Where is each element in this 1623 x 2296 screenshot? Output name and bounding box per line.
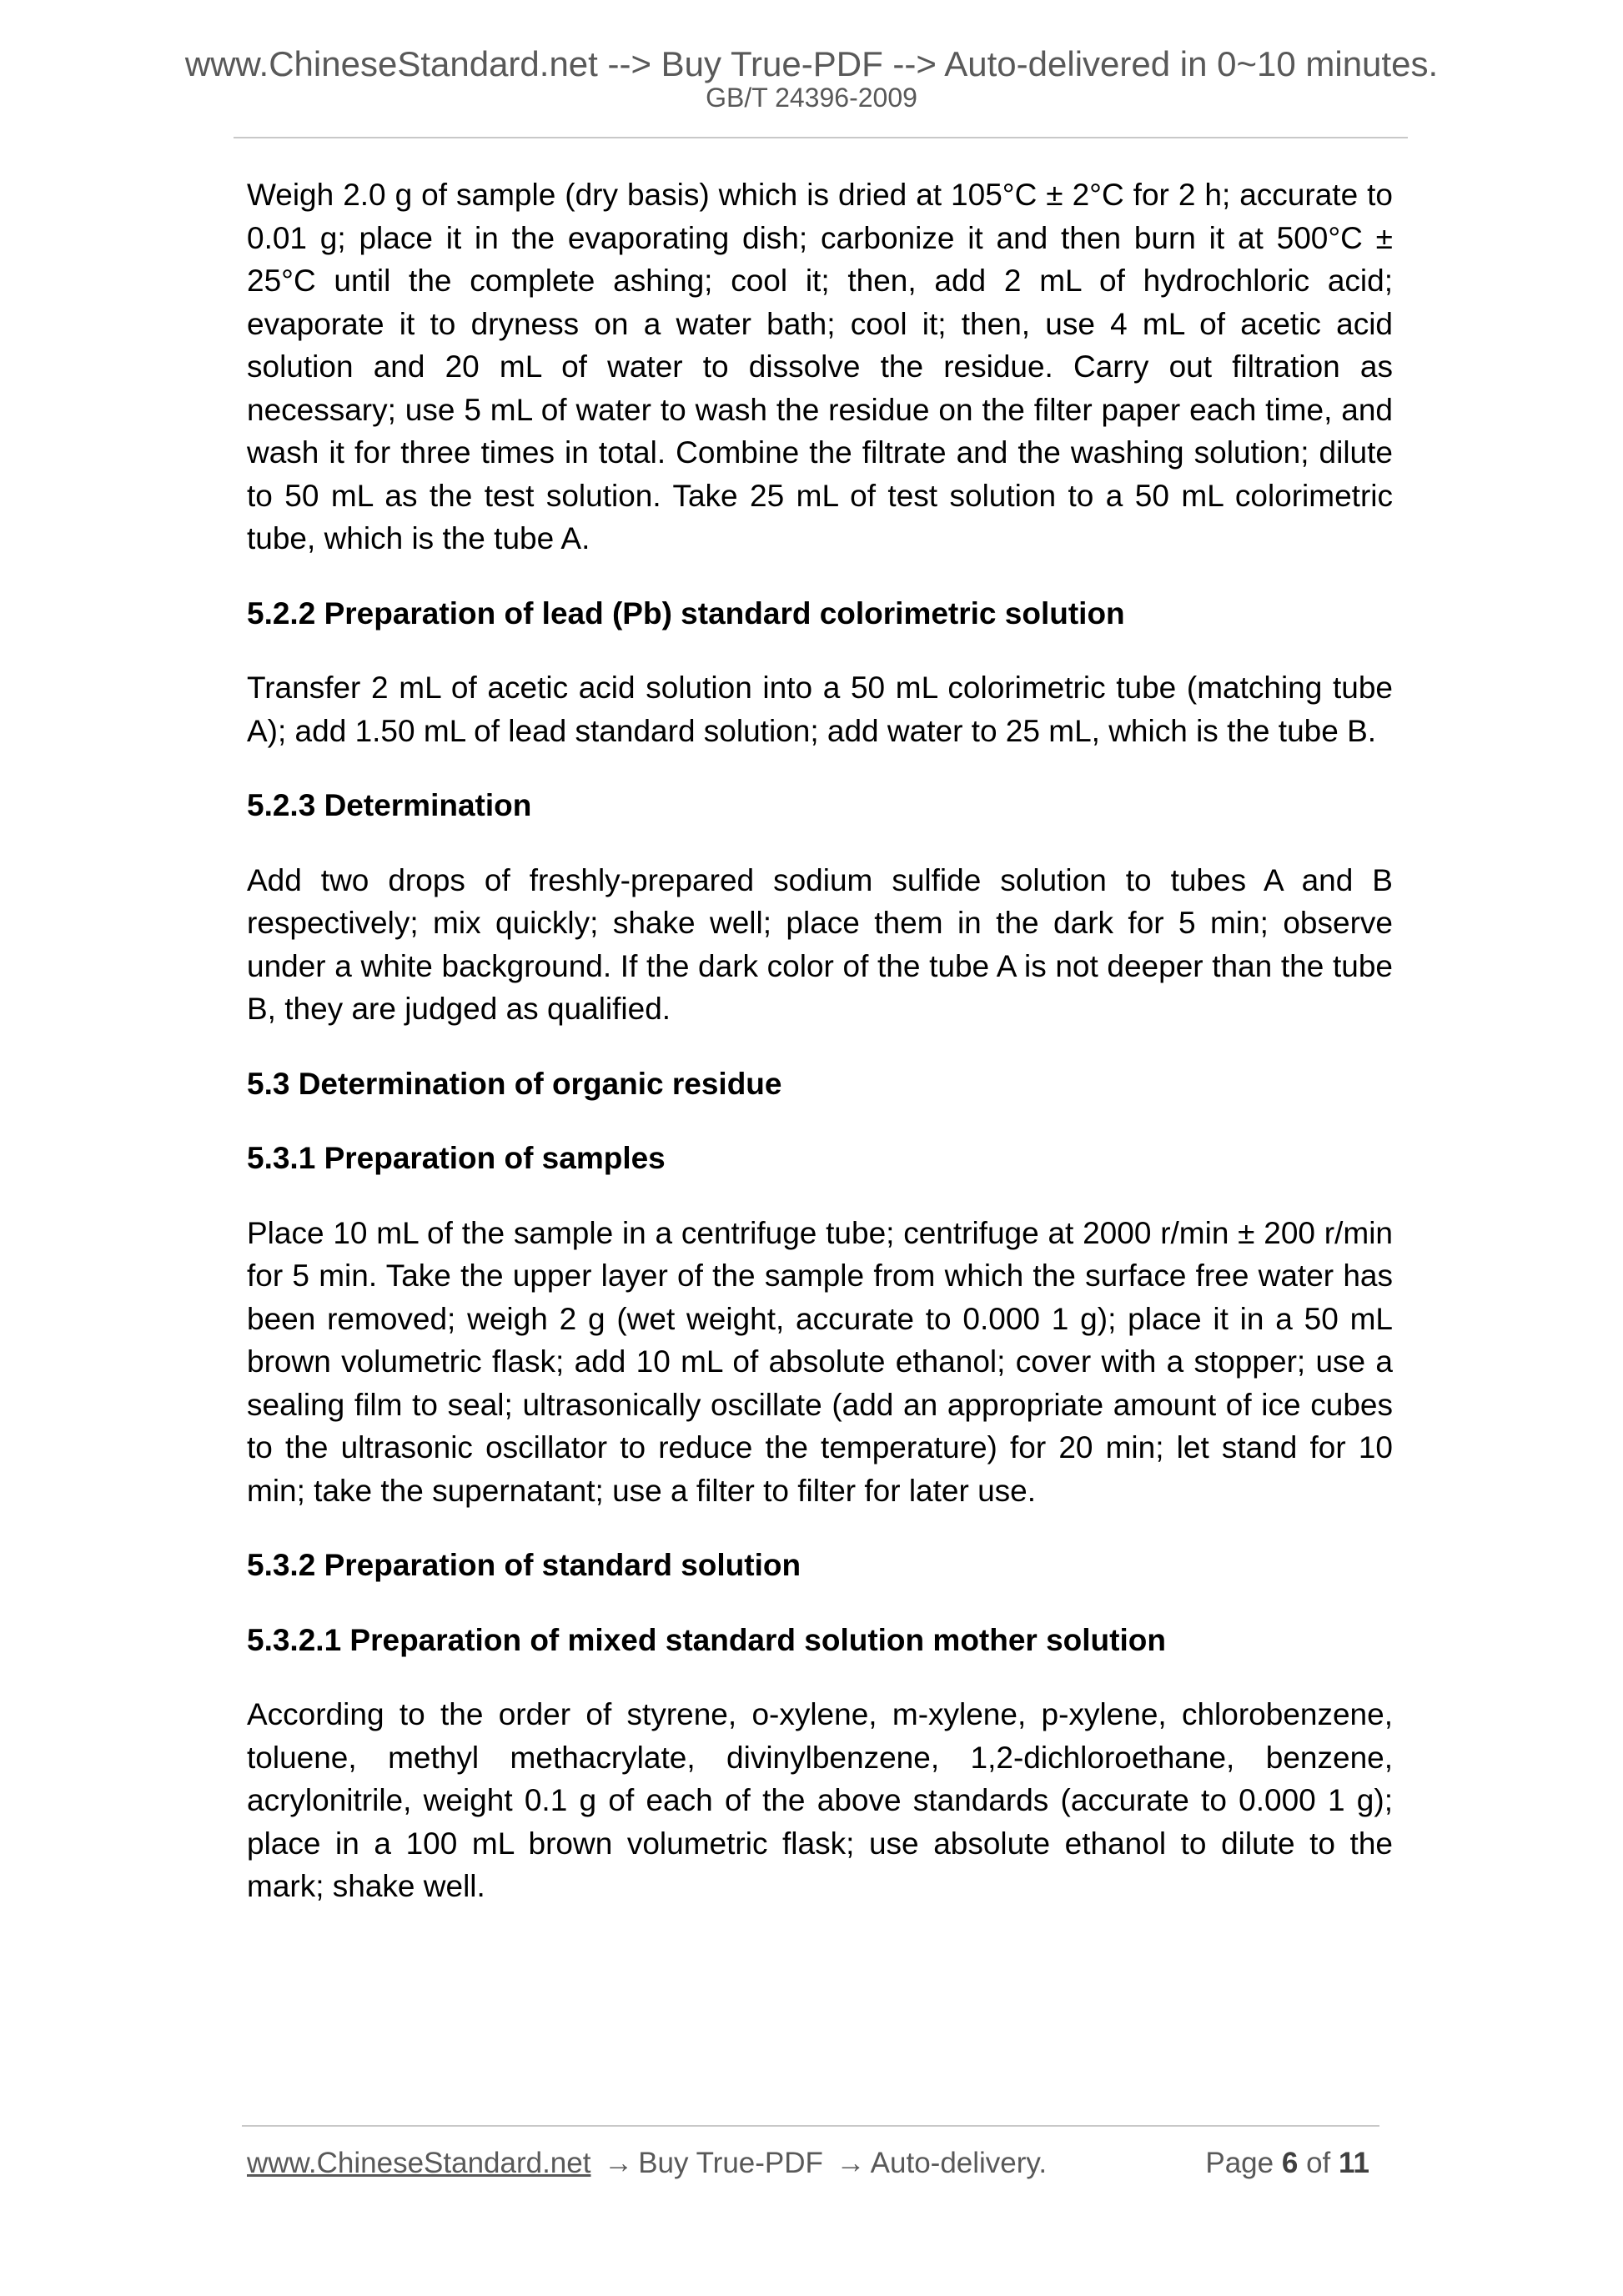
heading-5-3-1: 5.3.1 Preparation of samples	[247, 1141, 666, 1175]
document-body	[247, 173, 1393, 1940]
paragraph-5-2-2: Transfer 2 mL of acetic acid solution into a 50 mL colorimetric tube (matching tube A); add 1.50 mL of lead standard solution; add water to 25 mL, which is the tube B.	[247, 671, 1393, 748]
arrow-right-icon: →	[604, 2147, 634, 2179]
page-of: of	[1306, 2147, 1331, 2179]
paragraph-5-3-1: Place 10 mL of the sample in a centrifuge tube; centrifuge at 2000 r/min ± 200 r/min for 5 min. Take the upper layer of the sample from which the surface free water has been removed; weigh 2 g (wet weight, accurate to 0.000 1 g); place it in a 50 mL brown volumetric flask; add 10 mL of absolute ethanol; cover with a stopper; use a sealing film to seal; ultrasonically oscillate (add an appropriate amount of ice cubes to the ultrasonic oscillator to reduce the temperature) for 20 min; let stand for 10 min; take the supernatant; use a filter to filter for later use.	[247, 1215, 1393, 1508]
site-banner: www.ChineseStandard.net --> Buy True-PDF --> Auto-delivered in 0~10 minutes.	[184, 44, 1439, 83]
page-current: 6	[1281, 2147, 1299, 2179]
footer-site-link[interactable]: www.ChineseStandard.net	[247, 2147, 591, 2179]
paragraph-5-2-3: Add two drops of freshly-prepared sodium sulfide solution to tubes A and B respectively; mix quickly; shake well; place them in the dark for 5 min; observe under a white background. If the dark color of the tube A is not deeper than the tube B, they are judged as qualified.	[247, 862, 1393, 1026]
header-divider	[234, 137, 1408, 138]
page-total: 11	[1339, 2147, 1369, 2179]
page-indicator	[1205, 2145, 1369, 2182]
heading-5-2-3: 5.2.3 Determination	[247, 788, 532, 822]
footer-buy-text: Buy True-PDF	[638, 2147, 823, 2179]
page-footer	[247, 2145, 1379, 2182]
heading-5-3-2: 5.3.2 Preparation of standard solution	[247, 1548, 801, 1582]
arrow-right-icon: →	[836, 2147, 866, 2179]
heading-5-2-2: 5.2.2 Preparation of lead (Pb) standard colorimetric solution	[247, 595, 1125, 631]
heading-5-3: 5.3 Determination of organic residue	[247, 1066, 782, 1101]
heading-5-3-2-1: 5.3.2.1 Preparation of mixed standard solution mother solution	[247, 1622, 1166, 1657]
document-code: GB/T 24396-2009	[706, 83, 917, 113]
page-label: Page	[1205, 2147, 1274, 2179]
footer-divider	[242, 2125, 1379, 2127]
footer-delivery-text: Auto-delivery.	[870, 2147, 1048, 2179]
intro-paragraph: Weigh 2.0 g of sample (dry basis) which is dried at 105°C ± 2°C for 2 h; accurate to 0.01 g; place it in the evaporating dish; carbonize it and then burn it at 500°C ± 25°C until the complete ashing; cool it; then, add 2 mL of hydrochloric acid; evaporate it to dryness on a water bath; cool it; then, use 4 mL of acetic acid solution and 20 mL of water to dissolve the residue. Carry out filtration as necessary; use 5 mL of water to wash the residue on the filter paper each time, and wash it for three times in total. Combine the filtrate and the washing solution; dilute to 50 mL as the test solution. Take 25 mL of test solution to a 50 mL colorimetric tube, which is the tube A.	[247, 178, 1393, 555]
paragraph-5-3-2-1: According to the order of styrene, o-xylene, m-xylene, p-xylene, chlorobenzene, toluene, methyl methacrylate, divinylbenzene, 1,2-dichloroethane, benzene, acrylonitrile, weight 0.1 g of each of the above standards (accurate to 0.000 1 g); place in a 100 mL brown volumetric flask; use absolute ethanol to dilute to the mark; shake well.	[247, 1697, 1393, 1903]
